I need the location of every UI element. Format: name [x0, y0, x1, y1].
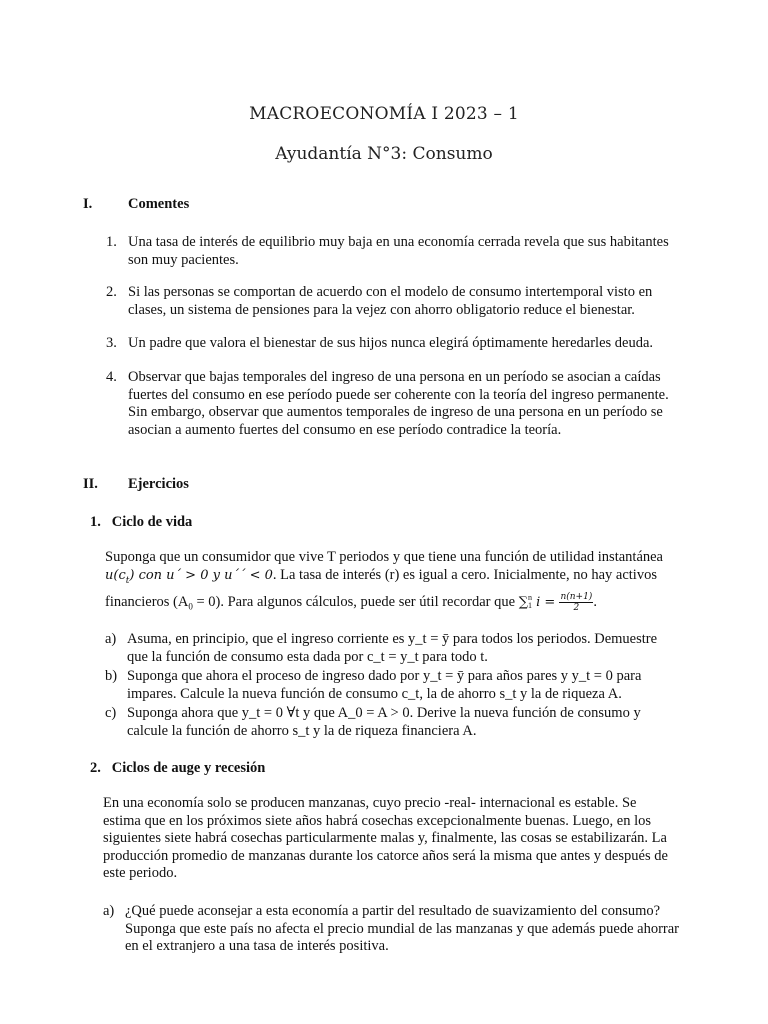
text-line: clases, un sistema de pensiones para la vejez con ahorro obligatorio reduce el bienestar.	[128, 301, 635, 318]
exercise-heading-ciclo-de-vida: 1. Ciclo de vida	[90, 514, 193, 530]
text-line: En una economía solo se producen manzanas, cuyo precio -real- internacional es estable. Se	[103, 795, 637, 811]
exercise-2-intro	[103, 795, 687, 883]
fraction-denominator: 2	[573, 602, 580, 613]
text-line: Asuma, en principio, que el ingreso corriente es y_t = ȳ para todos los periodos. Demuestre	[127, 631, 658, 647]
text-line: fuertes del consumo en ese período puede ser coherente con la teoría del ingreso permanente.	[128, 386, 669, 403]
text-line: Una tasa de interés de equilibrio muy baja en una economía cerrada revela que sus habitantes	[128, 234, 669, 250]
text-line: ¿Qué puede aconsejar a esta economía a partir del resultado de suavizamiento del consumo?	[125, 903, 661, 919]
list-number: 1.	[106, 234, 117, 250]
document-subtitle: Ayudantía N°3: Consumo	[275, 144, 493, 164]
text-line: calcule la función de ahorro s_t y la de riqueza financiera A.	[127, 722, 477, 739]
text-line: Suponga que ahora el proceso de ingreso dado por y_t = ȳ para años pares y y_t = 0 para	[127, 668, 642, 684]
text-line: siguientes siete habrá cosechas particularmente malas y, finalmente, las cosas se estabilizarán. La	[103, 830, 667, 846]
text-line: asocian a aumento fuertes del consumo en ese período contradice la teoría.	[128, 421, 562, 438]
section-label: Comentes	[128, 196, 190, 212]
text-line: impares. Calcule la nueva función de consumo c_t, la de ahorro s_t y la de riqueza A.	[127, 685, 622, 702]
exercise-heading-ciclos-de-auge: 2. Ciclos de auge y recesión	[90, 760, 266, 776]
fraction-numerator: n(n+1)	[560, 591, 593, 602]
section-number: I.	[83, 196, 93, 212]
text-line: en el extranjero a una tasa de interés positiva.	[125, 938, 389, 954]
text-line: Un padre que valora el bienestar de sus hijos nunca elegirá óptimamente heredarles deuda.	[128, 335, 654, 351]
text-fragment: . La tasa de interés (r) es igual a cero. Inicialmente, no hay activos	[272, 566, 657, 583]
list-letter: a)	[105, 631, 117, 647]
list-number: 3.	[106, 335, 117, 351]
sum-symbol: ∑	[518, 594, 528, 610]
exercise-1-intro	[105, 549, 687, 616]
sum-lower: 1	[527, 601, 532, 611]
math-expr: ) con u´ > 0 y u´´ < 0	[129, 567, 273, 583]
text-line: este periodo.	[103, 865, 178, 881]
text-line: que la función de consumo esta dada por c_t = y_t para todo t.	[127, 648, 488, 665]
text-line: estima que en los próximos siete años habrá cosechas excepcionalmente buenas. Luego, en los	[103, 812, 652, 829]
section-label: Ejercicios	[128, 476, 189, 492]
text-fragment: = 0). Para algunos cálculos, puede ser útil recordar que	[192, 593, 519, 610]
list-letter: c)	[105, 705, 117, 721]
text-line: Si las personas se comportan de acuerdo con el modelo de consumo intertemporal visto en	[128, 284, 653, 300]
text-line: Suponga ahora que y_t = 0 ∀t y que A_0 = A > 0. Derive la nueva función de consumo y	[127, 705, 641, 721]
text-line: Suponga que un consumidor que vive T periodos y que tiene una función de utilidad instantánea	[105, 549, 663, 565]
text-line: Suponga que este país no afecta el precio mundial de las manzanas y que además puede ahorrar	[125, 920, 680, 937]
list-number: 4.	[106, 369, 117, 385]
text-line: Sin embargo, observar que aumentos temporales de ingreso de una persona en un período se	[128, 404, 663, 420]
text-line: producción promedio de manzanas durante los catorce años será la misma que antes y después de	[103, 847, 668, 864]
math-sub: t	[125, 575, 130, 586]
math-u: u(c	[105, 567, 126, 583]
sum-upper: n	[527, 593, 532, 603]
list-letter: a)	[103, 903, 115, 919]
math-expr: i =	[531, 594, 560, 610]
text-fragment: financieros (A	[105, 593, 189, 610]
list-letter: b)	[105, 668, 118, 684]
section-number: II.	[83, 476, 98, 492]
text-line-math	[105, 567, 687, 590]
text-line: Observar que bajas temporales del ingreso de una persona en un período se asocian a caídas	[128, 369, 661, 385]
math-sub: 0	[188, 601, 193, 612]
text-line: son muy pacientes.	[128, 251, 239, 268]
list-number: 2.	[106, 284, 117, 300]
document-title: MACROECONOMÍA I 2023 – 1	[249, 104, 519, 124]
fraction	[559, 592, 593, 613]
text-line-math: financieros $(A_0 = 0)$. Para algunos cálculos, puede ser útil recordar que ∑ n 1 i = $\frac{n(n+1)}{2}$ .	[105, 591, 597, 613]
